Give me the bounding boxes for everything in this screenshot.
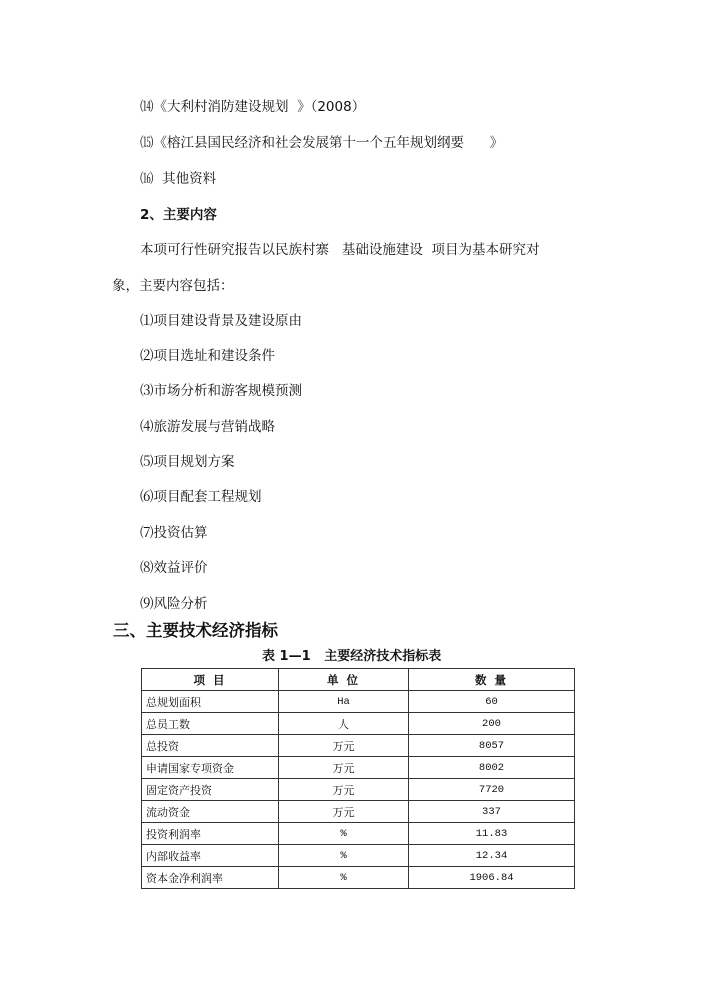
cell-quantity: 8057: [409, 735, 575, 757]
indicator-table: [141, 668, 575, 889]
header-unit: 单 位: [279, 669, 409, 691]
cell-unit: 万元: [279, 735, 409, 757]
cell-item: 总规划面积: [142, 691, 279, 713]
table-row: [142, 779, 575, 801]
cell-unit: 人: [279, 713, 409, 735]
cell-item: 资本金净利润率: [142, 867, 279, 889]
header-item: 项 目: [142, 669, 279, 691]
list-item: ⑺投资估算: [140, 525, 208, 541]
cell-quantity: 11.83: [409, 823, 575, 845]
cell-quantity: 7720: [409, 779, 575, 801]
header-quantity: 数 量: [409, 669, 575, 691]
reference-16: ⒃ 其他资料: [140, 171, 217, 187]
table-row: [142, 713, 575, 735]
table-row: [142, 845, 575, 867]
list-item: ⑸项目规划方案: [140, 454, 235, 470]
cell-unit: 万元: [279, 757, 409, 779]
table-header-row: [142, 669, 575, 691]
paragraph-line-2: 象，主要内容包括：: [112, 278, 234, 294]
table-row: [142, 757, 575, 779]
cell-item: 总员工数: [142, 713, 279, 735]
cell-item: 内部收益率: [142, 845, 279, 867]
table-row: [142, 735, 575, 757]
cell-item: 总投资: [142, 735, 279, 757]
reference-14: ⒁《大利村消防建设规划 》（2008）: [140, 99, 366, 115]
list-item: ⑻效益评价: [140, 560, 208, 576]
cell-item: 投资利润率: [142, 823, 279, 845]
cell-item: 固定资产投资: [142, 779, 279, 801]
cell-quantity: 200: [409, 713, 575, 735]
list-item: ⑶市场分析和游客规模预测: [140, 383, 302, 399]
list-item: ⑷旅游发展与营销战略: [140, 419, 275, 435]
cell-item: 流动资金: [142, 801, 279, 823]
list-item: ⑵项目选址和建设条件: [140, 348, 275, 364]
cell-quantity: 60: [409, 691, 575, 713]
cell-unit: %: [279, 867, 409, 889]
reference-15: ⒂《榕江县国民经济和社会发展第十一个五年规划纲要 》: [140, 135, 504, 151]
cell-quantity: 1906.84: [409, 867, 575, 889]
cell-unit: 万元: [279, 801, 409, 823]
table-row: [142, 801, 575, 823]
table-row: [142, 823, 575, 845]
cell-quantity: 8002: [409, 757, 575, 779]
paragraph-line-1: 本项可行性研究报告以民族村寨 基础设施建设 项目为基本研究对: [140, 242, 540, 258]
list-item: ⑼风险分析: [140, 596, 208, 612]
section-heading-tech-indicators: 三、主要技术经济指标: [113, 621, 278, 640]
cell-unit: %: [279, 823, 409, 845]
list-item: ⑹项目配套工程规划: [140, 489, 262, 505]
cell-quantity: 337: [409, 801, 575, 823]
section-heading-main-content: 2、主要内容: [140, 207, 217, 223]
table-row: [142, 691, 575, 713]
cell-unit: %: [279, 845, 409, 867]
list-item: ⑴项目建设背景及建设原由: [140, 313, 302, 329]
cell-quantity: 12.34: [409, 845, 575, 867]
cell-item: 申请国家专项资金: [142, 757, 279, 779]
table-caption: 表 1—1 主要经济技术指标表: [262, 649, 442, 664]
cell-unit: Ha: [279, 691, 409, 713]
table-row: [142, 867, 575, 889]
cell-unit: 万元: [279, 779, 409, 801]
